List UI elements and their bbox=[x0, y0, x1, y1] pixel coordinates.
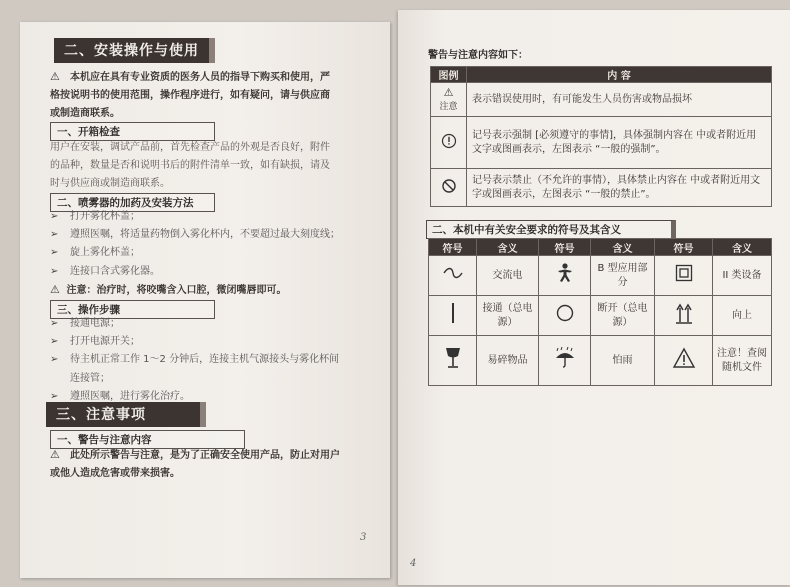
subheading-operation-steps: 三、操作步骤 bbox=[50, 300, 215, 319]
prohibition-circle-icon bbox=[441, 178, 457, 194]
subheading-warnings: 一、警告与注意内容 bbox=[50, 430, 245, 449]
list-item: ➢ 打开电源开关； bbox=[50, 333, 339, 351]
table-header: 图例 bbox=[431, 67, 467, 83]
power-on-line-icon bbox=[449, 302, 457, 324]
table-header: 符号 bbox=[429, 239, 477, 256]
left-page bbox=[20, 22, 390, 578]
table-header: 含义 bbox=[713, 239, 772, 256]
arrow-bullet-icon: ➢ bbox=[50, 211, 59, 222]
intro-paragraph: ⚠ 本机应在具有专业资质的医务人员的指导下购买和使用，严 格按说明书的使用范围，操作程序进行，如有疑问，请与供应商 或制造商联系。 bbox=[50, 70, 330, 119]
table-row: 接通（总电源） 断开（总电源） 向上 bbox=[429, 296, 772, 336]
power-off-circle-icon bbox=[555, 303, 575, 323]
arrow-bullet-icon: ➢ bbox=[50, 354, 59, 366]
list-item: ➢ 打开雾化杯盖； bbox=[50, 208, 340, 226]
warning-triangle-icon: ⚠ bbox=[443, 86, 454, 99]
ac-wave-icon bbox=[442, 267, 464, 279]
warning-triangle-icon: ⚠ bbox=[50, 283, 60, 296]
caution-triangle-icon bbox=[672, 347, 696, 369]
arrow-bullet-icon: ➢ bbox=[50, 390, 59, 402]
note-line: ⚠ 注意：治疗时，将咬嘴含入口腔，微闭嘴唇即可。 bbox=[50, 281, 286, 300]
table-header: 含义 bbox=[591, 239, 655, 256]
list-item: ➢ 旋上雾化杯盖； bbox=[50, 244, 340, 262]
list-item: ➢ 待主机正常工作 1～2 分钟后，连接主机气源接头与雾化杯间 bbox=[50, 351, 339, 369]
table-header: 符号 bbox=[539, 239, 591, 256]
table-row: 交流电 B 型应用部分 II 类设备 bbox=[429, 256, 772, 296]
table-row: 易碎物品 怕雨 注意！查阅随机文件 bbox=[429, 336, 772, 386]
table-row: 记号表示禁止（不允许的事情），具体禁止内容在 中或者附近用文字或图画表示，左图表示 “一般的禁止”。 bbox=[431, 169, 772, 207]
section-heading-precautions: 三、注意事项 bbox=[46, 402, 206, 427]
exclamation-circle-icon bbox=[441, 133, 457, 149]
page-number: 3 bbox=[360, 532, 367, 543]
unpacking-paragraph: 用户在安装，调试产品前，首先检查产品的外观是否良好，附件 的品种，数量是否和说明书后的附件清单一致，如有缺损，请及 时与供应商或制造商联系。 bbox=[50, 142, 330, 189]
arrow-bullet-icon: ➢ bbox=[50, 265, 59, 277]
table-header: 含义 bbox=[477, 239, 539, 256]
table-row: ⚠ 注意 表示错误使用时，有可能发生人员伤害或物品损坏 bbox=[431, 83, 772, 117]
this-way-up-arrows-icon bbox=[673, 302, 695, 324]
page-number: 4 bbox=[410, 558, 417, 569]
right-page bbox=[398, 10, 790, 585]
table-header: 符号 bbox=[655, 239, 713, 256]
subheading-nebulizer-setup: 二、喷雾器的加药及安装方法 bbox=[50, 193, 215, 212]
section-heading-installation: 二、安装操作与使用 bbox=[54, 38, 215, 63]
subheading-unpacking: 一、开箱检查 bbox=[50, 122, 215, 141]
list-item-continuation: 连接管； bbox=[70, 372, 110, 384]
type-b-person-icon bbox=[554, 262, 576, 284]
arrow-bullet-icon: ➢ bbox=[50, 229, 59, 241]
arrow-bullet-icon: ➢ bbox=[50, 336, 59, 348]
arrow-bullet-icon: ➢ bbox=[50, 318, 59, 329]
warning-triangle-icon: ⚠ bbox=[50, 70, 60, 83]
list-item: ➢ 连接口含式雾化器。 bbox=[50, 263, 340, 281]
list-item: ➢ 接通电源； bbox=[50, 315, 339, 333]
fragile-glass-icon bbox=[444, 346, 462, 370]
list-item: ➢ 遵照医嘱，将适量药物倒入雾化杯内，不要超过最大刻度线； bbox=[50, 226, 340, 244]
setup-steps-list bbox=[50, 208, 340, 281]
warning-symbols-table bbox=[430, 66, 772, 207]
operation-steps-list bbox=[50, 315, 339, 406]
warning-triangle-icon: ⚠ bbox=[50, 448, 60, 461]
keep-dry-umbrella-icon bbox=[553, 346, 577, 370]
list-item: ➢ 遵照医嘱，进行雾化治疗。 bbox=[50, 388, 339, 406]
table-header: 内 容 bbox=[467, 67, 772, 83]
warnings-paragraph: ⚠ 此处所示警告与注意，是为了正确安全使用产品，防止对用户 或他人造成危害或带来损害。 bbox=[50, 448, 340, 479]
class-ii-square-icon bbox=[675, 264, 693, 282]
safety-symbols-table bbox=[428, 238, 772, 386]
table-caption: 警告与注意内容如下： bbox=[428, 50, 528, 61]
arrow-bullet-icon: ➢ bbox=[50, 247, 59, 259]
table-row: 记号表示强制 [必须遵守的事情]，具体强制内容在 中或者附近用文字或图画表示，左图表示 “一般的强制”。 bbox=[431, 117, 772, 169]
subheading-safety-symbols: 二、本机中有关安全要求的符号及其含义 bbox=[426, 220, 676, 239]
